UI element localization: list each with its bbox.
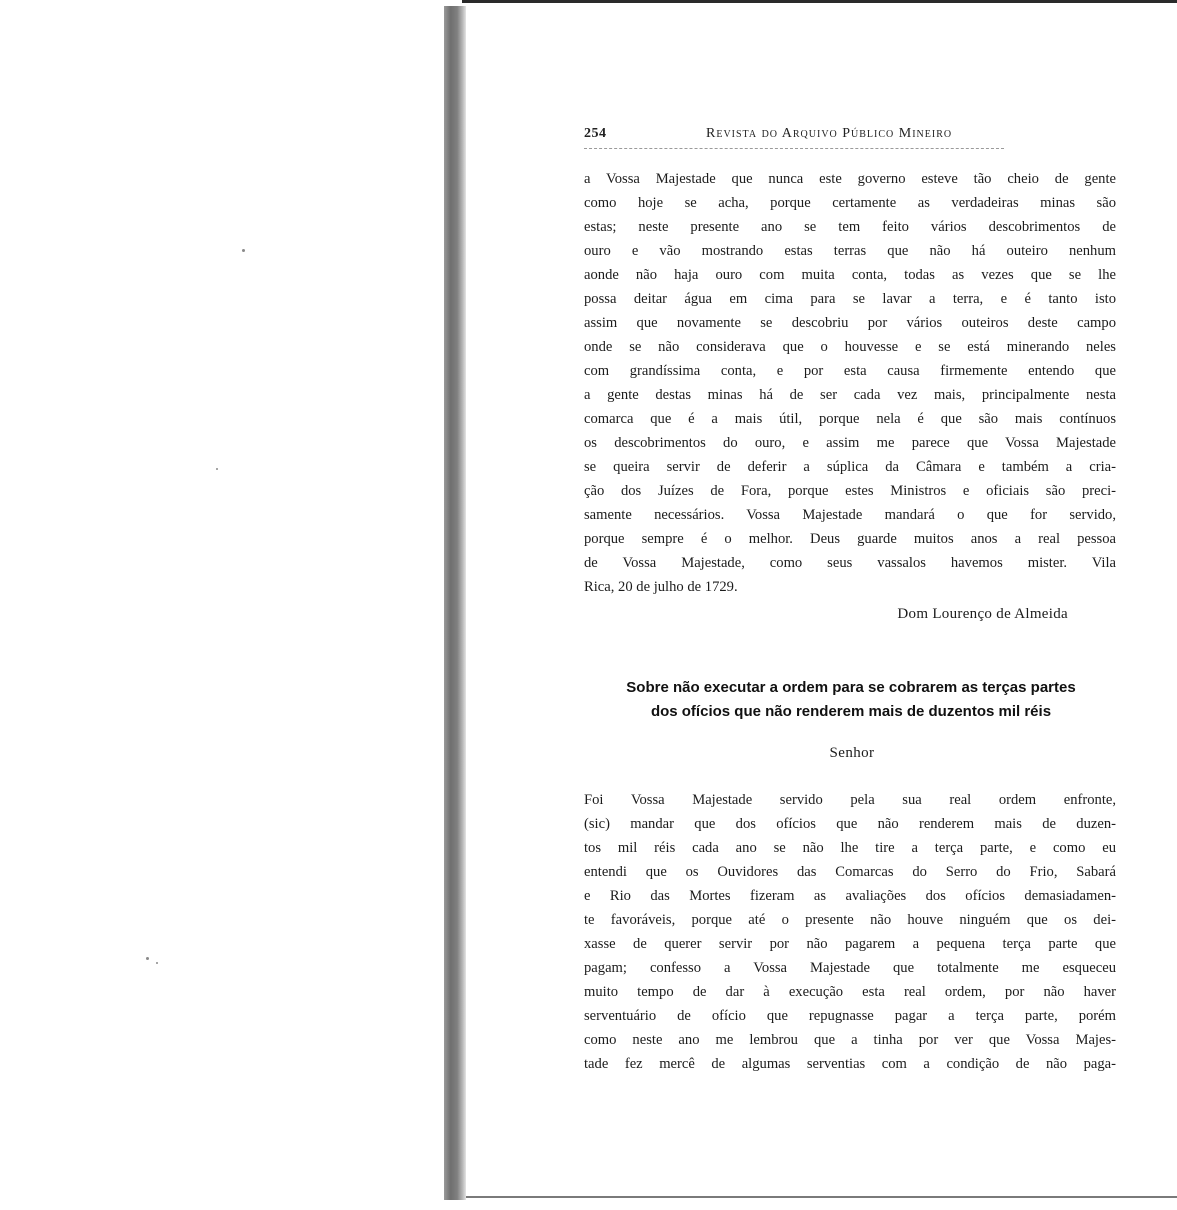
text-line: pagam; confesso a Vossa Majestade que totalmente me esqueceu bbox=[584, 960, 1116, 976]
section-heading-line: dos ofícios que não renderem mais de duzentos mil réis bbox=[650, 703, 1052, 720]
text-line: ção dos Juízes de Fora, porque estes Ministros e oficiais são preci- bbox=[584, 483, 1116, 499]
text-line: de Vossa Majestade, como seus vassalos havemos mister. Vila bbox=[584, 555, 1116, 571]
letter-two-body bbox=[584, 788, 1116, 1076]
section-heading-line: Sobre não executar a ordem para se cobrarem as terças partes bbox=[626, 679, 1076, 696]
text-line: possa deitar água em cima para se lavar a terra, e é tanto isto bbox=[584, 291, 1116, 307]
section-heading bbox=[584, 676, 1118, 724]
text-line: como hoje se acha, porque certamente as verdadeiras minas são bbox=[584, 195, 1116, 211]
paper-speck bbox=[156, 962, 158, 964]
text-line: e Rio das Mortes fizeram as avaliações dos ofícios demasiadamen- bbox=[584, 888, 1116, 904]
running-head: Revista do Arquivo Público Mineiro bbox=[706, 126, 953, 141]
header-rule bbox=[584, 148, 1004, 149]
paper-speck bbox=[242, 249, 245, 252]
page-top-edge bbox=[462, 0, 1177, 3]
text-line: te favoráveis, porque até o presente não houve ninguém que os dei- bbox=[584, 912, 1116, 928]
text-line: ouro e vão mostrando estas terras que não há outeiro nenhum bbox=[584, 243, 1116, 259]
text-line: porque sempre é o melhor. Deus guarde muitos anos a real pessoa bbox=[584, 531, 1116, 547]
letter-signature: Dom Lourenço de Almeida bbox=[897, 606, 1068, 622]
text-line: Foi Vossa Majestade servido pela sua real ordem enfronte, bbox=[584, 792, 1116, 808]
text-line: assim que novamente se descobriu por vários outeiros deste campo bbox=[584, 315, 1116, 331]
text-line: a gente destas minas há de ser cada vez mais, principalmente nesta bbox=[584, 387, 1116, 403]
page-number: 254 bbox=[584, 126, 607, 141]
text-line: xasse de querer servir por não pagarem a pequena terça parte que bbox=[584, 936, 1116, 952]
text-line: muito tempo de dar à execução esta real ordem, por não haver bbox=[584, 984, 1116, 1000]
text-line: aonde não haja ouro com muita conta, todas as vezes que se lhe bbox=[584, 267, 1116, 283]
paper-speck bbox=[146, 957, 149, 960]
text-line: onde se não considerava que o houvesse e se está minerando neles bbox=[584, 339, 1116, 355]
page-bottom-edge bbox=[466, 1196, 1177, 1198]
text-line: com grandíssima conta, e por esta causa firmemente entendo que bbox=[584, 363, 1116, 379]
text-line: serventuário de ofício que repugnasse pagar a terça parte, porém bbox=[584, 1008, 1116, 1024]
text-line: estas; neste presente ano se tem feito vários descobrimentos de bbox=[584, 219, 1116, 235]
text-line: se queira servir de deferir a súplica da Câmara e também a cria- bbox=[584, 459, 1116, 475]
salutation: Senhor bbox=[829, 745, 875, 761]
text-line: entendi que os Ouvidores das Comarcas do Serro do Frio, Sabará bbox=[584, 864, 1116, 880]
text-line: a Vossa Majestade que nunca este governo esteve tão cheio de gente bbox=[584, 171, 1116, 187]
text-line: como neste ano me lembrou que a tinha por ver que Vossa Majes- bbox=[584, 1032, 1116, 1048]
text-line: samente necessários. Vossa Majestade mandará o que for servido, bbox=[584, 507, 1116, 523]
text-line: Rica, 20 de julho de 1729. bbox=[584, 579, 738, 595]
text-line: tade fez mercê de algumas serventias com a condição de não paga- bbox=[584, 1056, 1116, 1072]
text-line: os descobrimentos do ouro, e assim me parece que Vossa Majestade bbox=[584, 435, 1116, 451]
facing-page-blank bbox=[0, 0, 448, 1210]
book-gutter-shadow bbox=[444, 6, 466, 1200]
text-line: tos mil réis cada ano se não lhe tire a terça parte, e como eu bbox=[584, 840, 1116, 856]
letter-one-body bbox=[584, 167, 1116, 599]
text-line: comarca que é a mais útil, porque nela é que são mais contínuos bbox=[584, 411, 1116, 427]
paper-speck bbox=[216, 468, 218, 470]
page-header bbox=[584, 126, 1114, 148]
text-line: (sic) mandar que dos ofícios que não renderem mais de duzen- bbox=[584, 816, 1116, 832]
